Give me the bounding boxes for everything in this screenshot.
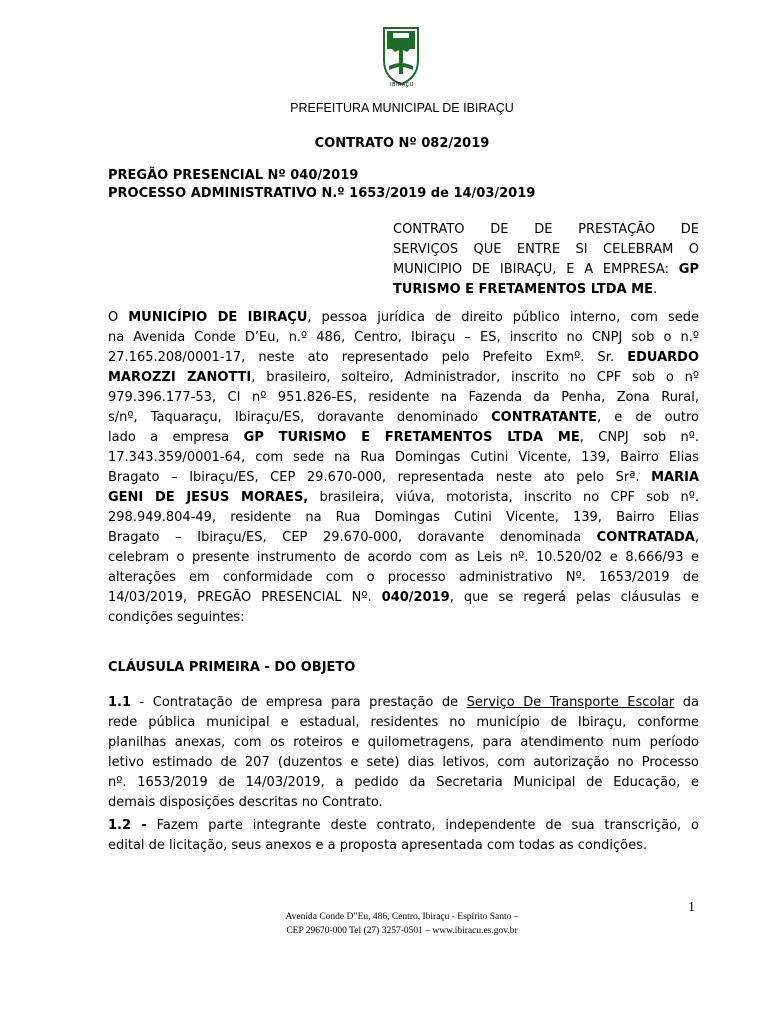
summary-line: TURISMO E FRETAMENTOS LTDA ME. xyxy=(393,282,658,297)
contract-number: CONTRATO Nº 082/2019 xyxy=(314,136,490,151)
page-number: 1 xyxy=(688,900,695,915)
processo-line: PROCESSO ADMINISTRATIVO N.º 1653/2019 de 14/03/2019 xyxy=(108,186,536,201)
preamble-paragraph: O MUNICÍPIO DE IBIRAÇU, pessoa jurídica de direito público interno, com sede na Avenida Conde D’Eu, n.º 486, Centro, Ibiraçu – ES, inscrito no CNPJ sob o n.º 27.165.208/0001-17, neste ato representado pelo Prefeito Exmº. Sr. EDUARDO MAROZZI ZANOTTI, brasileiro, solteiro, Administrador, inscrito no CPF sob o nº 979.396.177-53, CI nº 951.826-ES, residente na Fazenda da Penha, Zona Rural, s/nº, Taquaraçu, Ibiraçu/ES, doravante denominado CONTRATANTE, e de outro lado a empresa GP TURISMO E FRETAMENTOS LTDA ME, CNPJ sob nº. 17.343.359/0001-64, com sede na Rua Domingas Cutini Vicente, 139, Bairro Elias Bragato – Ibiraçu/ES, CEP 29.670-000, representada neste ato pelo Srª. MARIA GENI DE JESUS MORAES, brasileira, viúva, motorista, inscrito no CPF sob nº. 298.949.804-49, residente na Rua Domingas Cutini Vicente, 139, Bairro Elias Bragato – Ibiraçu/ES, CEP 29.670-000, doravante denominada CONTRATADA, celebram o presente instrumento de acordo com as Leis nº. 10.520/02 e 8.666/93 e alterações em conformidade com o processo administrativo Nº. 1653/2019 de 14/03/2019, PREGÃO PRESENCIAL Nº. 040/2019, que se regerá pelas cláusulas e condições seguintes: xyxy=(108,310,700,625)
footer-address: Avenida Conde D”Eu, 486, Centro, Ibiraçu - Espírito Santo – xyxy=(285,912,519,922)
page-footer xyxy=(0,910,770,938)
clause-1-2: 1.2 - Fazem parte integrante deste contrato, independente de sua transcrição, o edital de licitação, seus anexos e a proposta apresentada com todas as condições. xyxy=(108,818,699,853)
summary-line: SERVIÇOS QUE ENTRE SI CELEBRAM O xyxy=(393,242,699,257)
prefeitura-heading: PREFEITURA MUNICIPAL DE IBIRAÇU xyxy=(290,101,514,115)
footer-contact: CEP 29670-000 Tel (27) 3257-0501 – www.ibiracu.es.gov.br xyxy=(286,926,518,936)
municipal-crest-icon xyxy=(381,26,421,86)
summary-line: CONTRATO DE DE PRESTAÇÃO DE xyxy=(393,222,699,237)
pregao-line: PREGÃO PRESENCIAL Nº 040/2019 xyxy=(108,168,359,183)
summary-line: MUNICIPIO DE IBIRAÇU, E A EMPRESA: GP xyxy=(393,262,699,277)
clause-1-1: 1.1 - Contratação de empresa para prestação de Serviço De Transporte Escolar da rede pública municipal e estadual, residentes no município de Ibiraçu, conforme planilhas anexas, com os roteiros e quilometragens, para atendimento num período letivo estimado de 207 (duzentos e sete) dias letivos, com autorização no Processo nº. 1653/2019 de 14/03/2019, a pedido da Secretaria Municipal de Educação, e demais disposições descritas no Contrato. xyxy=(108,695,700,810)
clause-title: CLÁUSULA PRIMEIRA - DO OBJETO xyxy=(108,660,356,675)
contract-summary xyxy=(393,220,699,300)
crest-label: IBIRAÇU xyxy=(390,82,414,88)
